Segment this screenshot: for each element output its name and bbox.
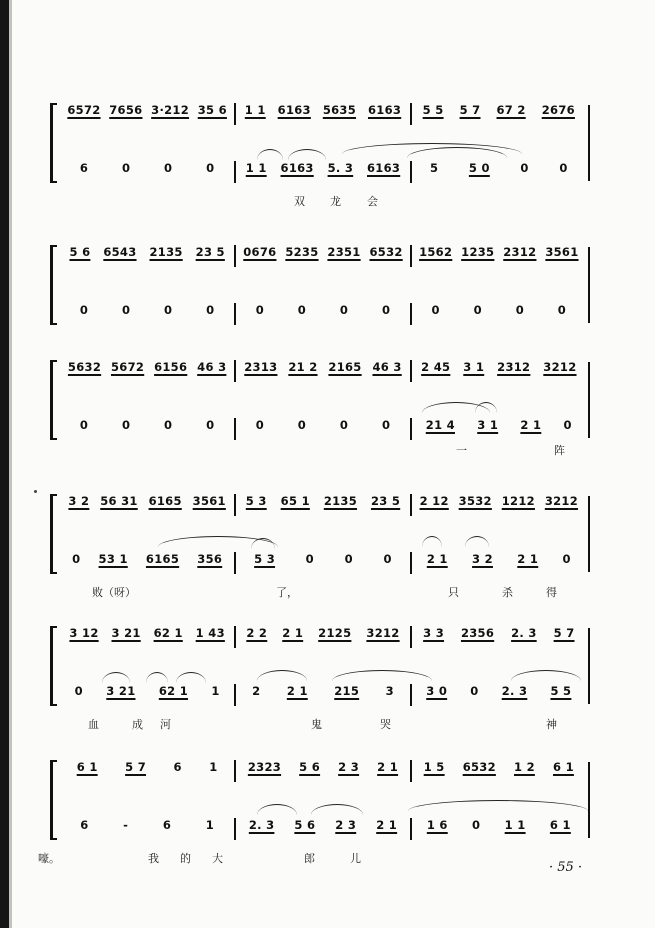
note-group: 21 2 bbox=[288, 360, 318, 374]
note-group: 2 1 bbox=[282, 626, 304, 640]
note-group: 0 bbox=[344, 552, 353, 566]
measure bbox=[60, 360, 234, 374]
note-group: 2. 3 bbox=[248, 818, 275, 832]
note-group: 3 0 bbox=[426, 684, 448, 698]
vocal-staff bbox=[60, 418, 586, 436]
note-group: 0 bbox=[79, 418, 89, 432]
note-group: 6572 bbox=[67, 103, 101, 117]
slur-mark bbox=[408, 800, 588, 811]
system-end-barline bbox=[588, 362, 590, 438]
note-group: 1 6 bbox=[426, 818, 448, 832]
lyric-word: 龙 bbox=[330, 195, 341, 208]
note-group: 5672 bbox=[111, 360, 145, 374]
note-group: 0 bbox=[297, 418, 307, 432]
note-group: 2356 bbox=[460, 626, 495, 640]
note-group: 0 bbox=[164, 418, 173, 432]
note-group: 5 bbox=[429, 161, 439, 175]
measure bbox=[412, 245, 586, 259]
lyric-word: 杀 bbox=[502, 586, 513, 599]
measure bbox=[412, 103, 586, 117]
note-group: 6156 bbox=[154, 360, 188, 374]
note-group: 3 21 bbox=[106, 684, 136, 698]
note-group: 1 1 bbox=[244, 103, 266, 117]
measure bbox=[412, 818, 586, 832]
note-group: 0 bbox=[206, 161, 215, 175]
page-binding-edge bbox=[0, 0, 9, 928]
vocal-staff bbox=[60, 818, 586, 836]
note-group: 2 3 bbox=[338, 760, 360, 774]
lyric-word: 一 bbox=[456, 444, 467, 457]
note-group: 23 5 bbox=[195, 245, 225, 259]
note-group: 215 bbox=[334, 684, 360, 698]
note-group: 3561 bbox=[192, 494, 226, 508]
note-group: 0 bbox=[164, 161, 173, 175]
note-group: 3 bbox=[385, 684, 394, 698]
note-group: 0 bbox=[431, 303, 440, 317]
note-group: 3561 bbox=[545, 245, 579, 259]
system-bracket bbox=[50, 245, 53, 325]
lyric-word: 河 bbox=[160, 718, 171, 731]
note-group: 5 6 bbox=[294, 818, 316, 832]
score-system bbox=[50, 360, 590, 457]
measure bbox=[236, 103, 410, 117]
measure bbox=[236, 418, 410, 432]
note-group: 0 bbox=[255, 303, 265, 317]
note-group: 6165 bbox=[145, 552, 180, 566]
note-group: 1 bbox=[209, 760, 218, 774]
measure bbox=[412, 760, 586, 774]
note-group: 6 1 bbox=[552, 760, 574, 774]
note-group: 0 bbox=[559, 161, 568, 175]
vocal-staff bbox=[60, 161, 586, 179]
note-group: 1 43 bbox=[195, 626, 225, 640]
note-group: 5235 bbox=[285, 245, 319, 259]
measure bbox=[412, 494, 586, 508]
note-group: 2 3 bbox=[335, 818, 357, 832]
note-group: 3532 bbox=[458, 494, 492, 508]
note-group: 5 5 bbox=[422, 103, 444, 117]
note-group: 5 3 bbox=[245, 494, 267, 508]
measure bbox=[412, 684, 586, 698]
note-group: 5635 bbox=[322, 103, 357, 117]
slur-mark bbox=[146, 672, 168, 683]
measure bbox=[412, 418, 586, 432]
note-group: 0 bbox=[206, 418, 215, 432]
note-group: 0 bbox=[121, 161, 131, 175]
lyric-word: 得 bbox=[546, 586, 557, 599]
note-group: 2 1 bbox=[376, 818, 398, 832]
measure bbox=[236, 760, 410, 774]
slur-mark bbox=[511, 670, 581, 681]
note-group: 2135 bbox=[323, 494, 358, 508]
measure bbox=[60, 103, 234, 117]
note-group: 5 6 bbox=[299, 760, 321, 774]
score-system bbox=[50, 103, 590, 208]
note-group: 0 bbox=[381, 418, 391, 432]
lyric-word: 的 bbox=[180, 852, 191, 865]
measure bbox=[412, 626, 586, 640]
system-bracket bbox=[50, 760, 53, 840]
note-group: 0 bbox=[383, 552, 392, 566]
note-group: 0 bbox=[74, 684, 83, 698]
note-group: 0 bbox=[72, 552, 81, 566]
score-system bbox=[50, 626, 590, 731]
note-group: 5632 bbox=[67, 360, 102, 374]
lyric-word: 哭 bbox=[380, 718, 391, 731]
note-group: 2165 bbox=[328, 360, 362, 374]
vocal-staff bbox=[60, 684, 586, 702]
note-group: 6 1 bbox=[76, 760, 98, 774]
measure bbox=[60, 760, 234, 774]
measure bbox=[60, 303, 234, 317]
system-bracket bbox=[50, 494, 53, 574]
measure bbox=[412, 303, 586, 317]
note-group: 3 3 bbox=[423, 626, 445, 640]
note-group: 2351 bbox=[327, 245, 361, 259]
note-group: 0 bbox=[381, 303, 391, 317]
accompaniment-staff bbox=[60, 760, 586, 778]
note-group: 6 1 bbox=[549, 818, 571, 832]
note-group: 0 bbox=[557, 303, 567, 317]
note-group: 3·212 bbox=[151, 103, 190, 117]
note-group: 0 bbox=[121, 418, 131, 432]
note-group: 2 1 bbox=[517, 552, 539, 566]
note-group: 2676 bbox=[541, 103, 575, 117]
note-group: 2135 bbox=[149, 245, 183, 259]
note-group: 2. 3 bbox=[511, 626, 537, 640]
slur-mark bbox=[332, 670, 432, 681]
note-group: 6 bbox=[80, 818, 89, 832]
accompaniment-staff bbox=[60, 626, 586, 644]
lyric-word: 血 bbox=[88, 718, 99, 731]
note-group: 5. 3 bbox=[327, 161, 354, 175]
note-group: 3 2 bbox=[68, 494, 90, 508]
note-group: 6163 bbox=[367, 103, 402, 117]
note-group: 6163 bbox=[367, 161, 401, 175]
note-group: 3 12 bbox=[69, 626, 99, 640]
measure bbox=[412, 161, 586, 175]
slur-mark bbox=[251, 538, 275, 549]
note-group: 5 0 bbox=[468, 161, 490, 175]
lyric-word: 郎 bbox=[304, 852, 315, 865]
note-group: 7656 bbox=[109, 103, 143, 117]
note-group: 53 1 bbox=[98, 552, 128, 566]
lyric-word: 败（呀） bbox=[92, 586, 136, 599]
slur-mark bbox=[465, 536, 489, 547]
note-group: 6 bbox=[173, 760, 182, 774]
note-group: 6163 bbox=[277, 103, 311, 117]
note-group: 6532 bbox=[462, 760, 496, 774]
note-group: 62 1 bbox=[158, 684, 189, 698]
note-group: 0 bbox=[255, 418, 265, 432]
lyric-word: 嚎。 bbox=[38, 852, 60, 865]
note-group: 0 bbox=[164, 303, 173, 317]
measure bbox=[236, 684, 410, 698]
note-group: 67 2 bbox=[496, 103, 526, 117]
note-group: 0676 bbox=[243, 245, 277, 259]
note-group: 0 bbox=[79, 303, 89, 317]
note-group: 3 1 bbox=[463, 360, 485, 374]
note-group: 2 12 bbox=[419, 494, 449, 508]
accompaniment-staff bbox=[60, 245, 586, 263]
note-group: 46 3 bbox=[197, 360, 227, 374]
slur-mark bbox=[102, 672, 130, 683]
note-group: 6 bbox=[79, 161, 89, 175]
lyric-word: 儿 bbox=[350, 852, 361, 865]
lyric-word: 会 bbox=[367, 195, 378, 208]
note-group: 2. 3 bbox=[501, 684, 528, 698]
lyric-word: 大 bbox=[212, 852, 223, 865]
accompaniment-staff bbox=[60, 360, 586, 378]
measure bbox=[236, 161, 410, 175]
measure bbox=[236, 818, 410, 832]
measure bbox=[60, 552, 234, 566]
note-group: 2 1 bbox=[520, 418, 542, 432]
slur-mark bbox=[475, 402, 497, 413]
measure bbox=[236, 552, 410, 566]
note-group: 0 bbox=[515, 303, 524, 317]
vocal-staff bbox=[60, 552, 586, 570]
note-group: 5 6 bbox=[69, 245, 91, 259]
system-bracket bbox=[50, 360, 53, 440]
note-group: 2 45 bbox=[421, 360, 451, 374]
note-group: 0 bbox=[470, 684, 479, 698]
measure bbox=[60, 626, 234, 640]
measure bbox=[60, 684, 234, 698]
note-group: 2312 bbox=[497, 360, 531, 374]
system-end-barline bbox=[588, 496, 590, 572]
note-group: 65 1 bbox=[280, 494, 310, 508]
measure bbox=[236, 626, 410, 640]
measure bbox=[236, 303, 410, 317]
note-group: 35 6 bbox=[197, 103, 227, 117]
note-group: 0 bbox=[562, 552, 571, 566]
note-group: 46 3 bbox=[372, 360, 402, 374]
note-group: 2 1 bbox=[377, 760, 399, 774]
measure bbox=[412, 360, 586, 374]
score-system bbox=[38, 760, 590, 865]
slur-mark bbox=[422, 536, 442, 547]
measure bbox=[236, 360, 410, 374]
note-group: 1562 bbox=[419, 245, 453, 259]
slur-mark bbox=[176, 672, 206, 683]
lyric-word: 鬼 bbox=[311, 718, 322, 731]
measure bbox=[60, 161, 234, 175]
system-end-barline bbox=[588, 762, 590, 838]
lyric-word: 了， bbox=[276, 586, 298, 599]
system-end-barline bbox=[588, 105, 590, 181]
note-group: 3 2 bbox=[472, 552, 493, 566]
note-group: 1212 bbox=[501, 494, 535, 508]
score-system bbox=[50, 245, 590, 327]
note-group: 0 bbox=[339, 303, 349, 317]
note-group: 2125 bbox=[318, 626, 352, 640]
lyric-word: 只 bbox=[448, 586, 459, 599]
score-system bbox=[50, 494, 590, 599]
slur-mark bbox=[257, 149, 283, 160]
note-group: 3212 bbox=[543, 360, 577, 374]
vocal-staff bbox=[60, 303, 586, 321]
lyric-word: 成 bbox=[132, 718, 143, 731]
note-group: 56 31 bbox=[100, 494, 138, 508]
note-group: 2 bbox=[252, 684, 261, 698]
note-group: 3212 bbox=[544, 494, 579, 508]
measure bbox=[60, 494, 234, 508]
note-group: 0 bbox=[121, 303, 131, 317]
note-group: 0 bbox=[472, 818, 481, 832]
measure bbox=[412, 552, 586, 566]
note-group: 5 7 bbox=[459, 103, 481, 117]
note-group: 6165 bbox=[148, 494, 182, 508]
lyric-word: 我 bbox=[148, 852, 159, 865]
note-group: 3212 bbox=[366, 626, 400, 640]
note-group: 5 7 bbox=[553, 626, 575, 640]
note-group: 2 2 bbox=[246, 626, 268, 640]
lyric-word: 双 bbox=[294, 195, 305, 208]
slur-mark bbox=[257, 804, 297, 815]
measure bbox=[236, 494, 410, 508]
note-group: 1 bbox=[205, 818, 215, 832]
note-group: 1 1 bbox=[245, 161, 267, 175]
page-number: · 55 · bbox=[549, 860, 583, 875]
measure bbox=[60, 818, 234, 832]
system-end-barline bbox=[588, 628, 590, 704]
system-bracket bbox=[50, 103, 53, 183]
note-group: - bbox=[123, 818, 129, 832]
note-group: 6543 bbox=[103, 245, 137, 259]
note-group: 3 1 bbox=[477, 418, 499, 432]
note-group: 0 bbox=[520, 161, 529, 175]
lyric-word: 神 bbox=[546, 718, 557, 731]
note-group: 3 21 bbox=[111, 626, 141, 640]
note-group: 1 1 bbox=[504, 818, 526, 832]
note-group: 62 1 bbox=[153, 626, 183, 640]
note-group: 1 2 bbox=[513, 760, 535, 774]
note-group: 2 1 bbox=[426, 552, 448, 566]
note-group: 0 bbox=[297, 303, 307, 317]
note-group: 2323 bbox=[247, 760, 282, 774]
note-group: 6163 bbox=[280, 161, 314, 175]
measure bbox=[60, 245, 234, 259]
note-group: 23 5 bbox=[370, 494, 401, 508]
note-group: 5 5 bbox=[550, 684, 572, 698]
lyric-word: 阵 bbox=[554, 444, 565, 457]
measure bbox=[60, 418, 234, 432]
note-group: 1 bbox=[211, 684, 220, 698]
note-group: 21 4 bbox=[425, 418, 455, 432]
slur-mark bbox=[257, 670, 307, 681]
note-group: 2 1 bbox=[286, 684, 308, 698]
system-end-barline bbox=[588, 247, 590, 323]
note-group: 5 7 bbox=[125, 760, 147, 774]
note-group: 6 bbox=[162, 818, 172, 832]
note-group: 0 bbox=[206, 303, 215, 317]
note-group: 5 3 bbox=[254, 552, 276, 566]
measure bbox=[236, 245, 410, 259]
accompaniment-staff bbox=[60, 103, 586, 121]
slur-mark bbox=[311, 804, 363, 815]
note-group: 6532 bbox=[369, 245, 403, 259]
page-speck bbox=[34, 490, 37, 493]
note-group: 356 bbox=[197, 552, 223, 566]
note-group: 1 5 bbox=[423, 760, 445, 774]
note-group: 0 bbox=[563, 418, 572, 432]
slur-mark bbox=[288, 149, 326, 160]
accompaniment-staff bbox=[60, 494, 586, 512]
note-group: 0 bbox=[305, 552, 314, 566]
system-bracket bbox=[50, 626, 53, 706]
note-group: 1235 bbox=[461, 245, 495, 259]
note-group: 0 bbox=[339, 418, 349, 432]
note-group: 2312 bbox=[503, 245, 537, 259]
note-group: 2313 bbox=[244, 360, 278, 374]
note-group: 0 bbox=[473, 303, 482, 317]
page-binding-shadow bbox=[9, 0, 12, 928]
